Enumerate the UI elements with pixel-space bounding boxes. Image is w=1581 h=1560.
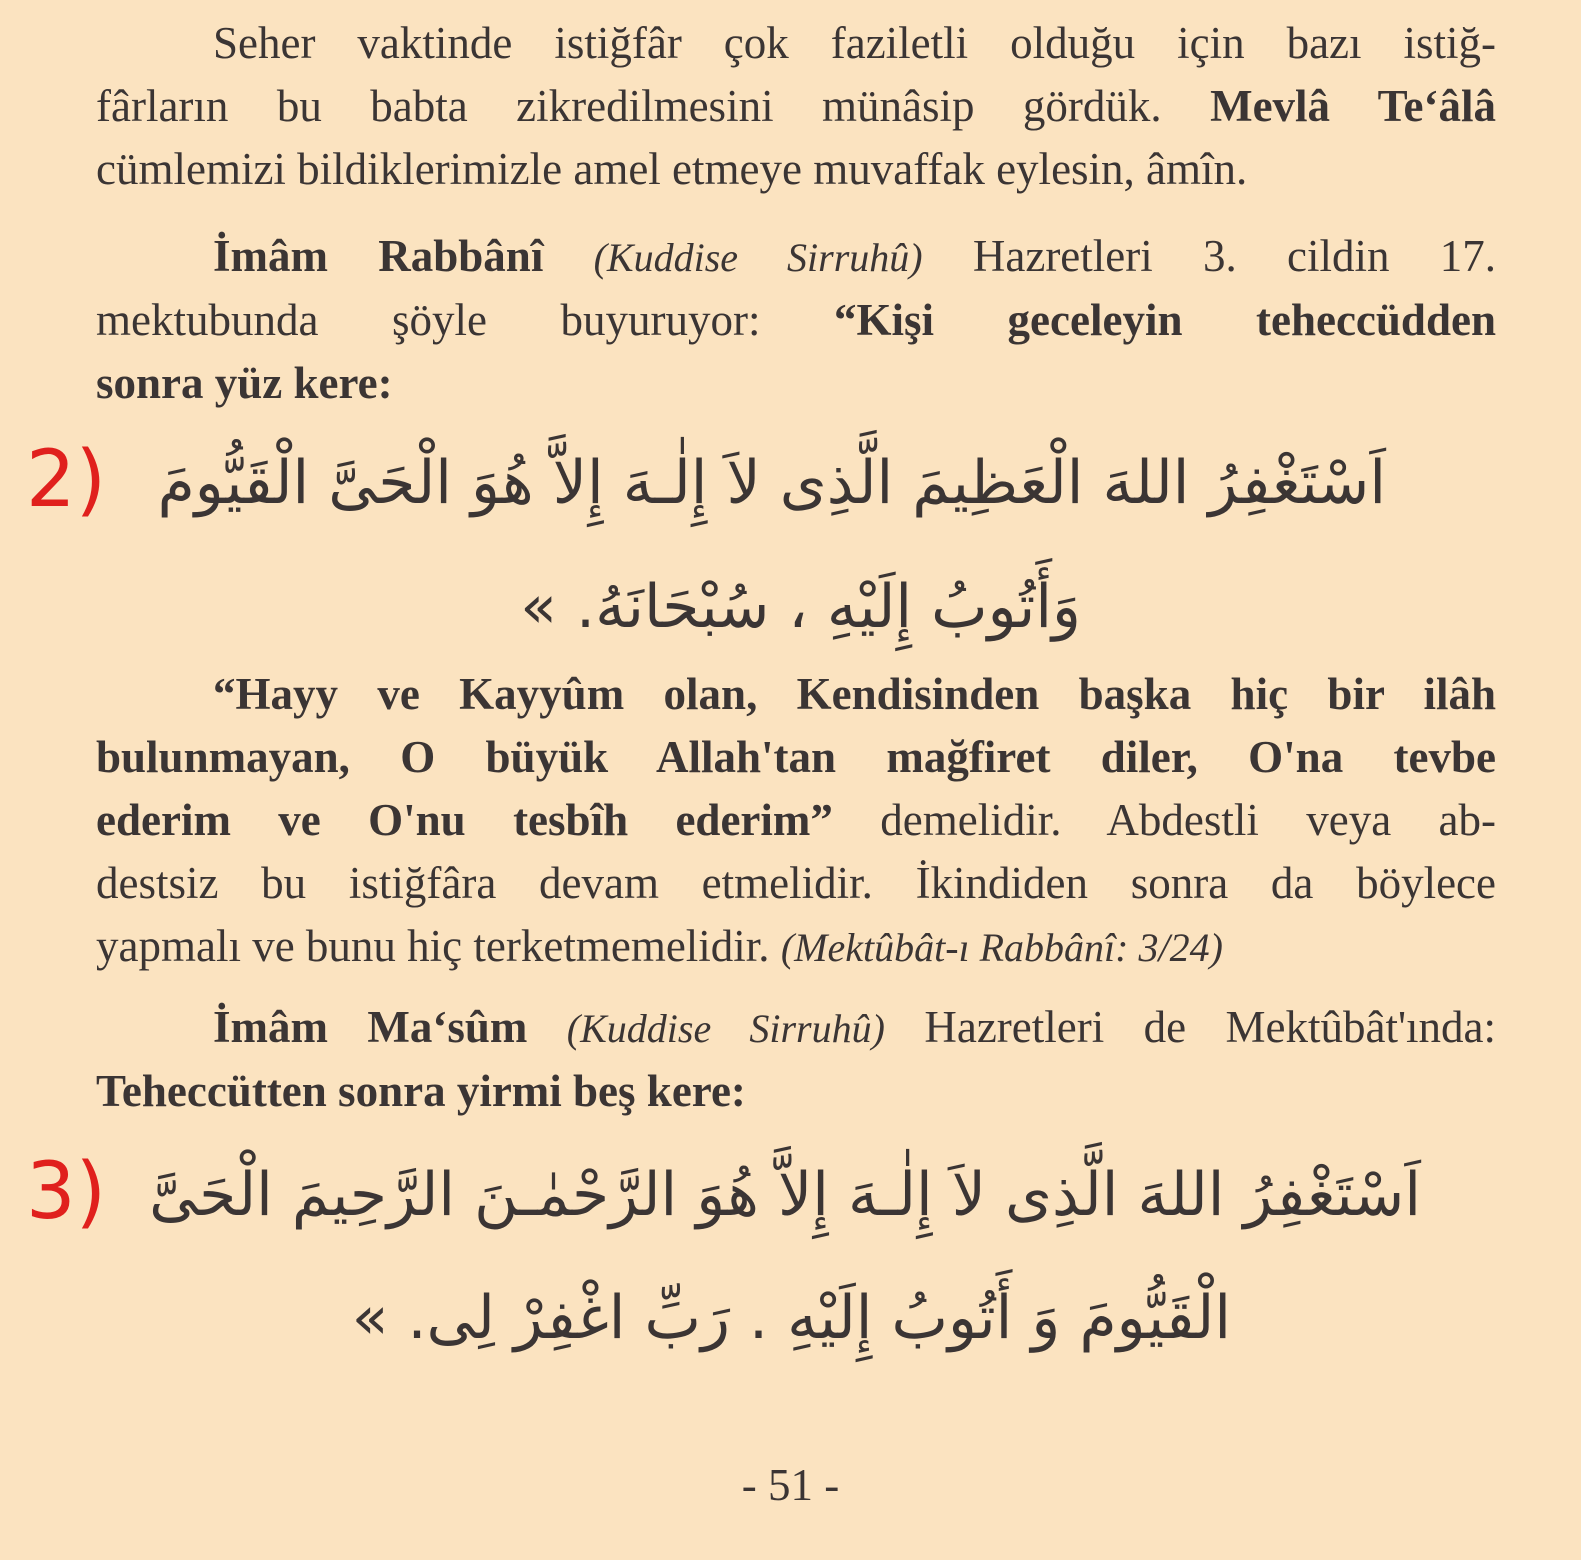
text-span: demelidir. Abdestli veya ab- [880, 795, 1497, 845]
paragraph-imam-masum [96, 996, 1496, 1123]
bold-name: İmâm Ma‘sûm [213, 1002, 528, 1052]
text-span: Hazretleri 3. cildin 17. [972, 231, 1497, 281]
bold-text: “Hayy ve Kayyûm olan, Kendisinden başka hiç bir ilâh [213, 669, 1496, 719]
text-line [96, 726, 1496, 789]
text-span: mektubunda şöyle buyuruyor: [96, 295, 761, 345]
bold-text: “Kişi geceleyin teheccüdden [834, 295, 1496, 345]
arabic-prayer-2-line-2: وَأَتُوبُ إِلَيْهِ ، سُبْحَانَهُ. » [520, 572, 1081, 642]
page-number: - 51 - [741, 1460, 840, 1510]
bold-text: bulunmayan, O büyük Allah'tan mağfiret diler, O'na tevbe [96, 732, 1496, 782]
arabic-prayer-2-line-1: اَسْتَغْفِرُ اللهَ الْعَظِيمَ الَّذِى لاَ إِلٰـهَ إِلاَّ هُوَ الْحَىَّ الْقَيُّومَ [157, 448, 1386, 518]
paragraph-intro [96, 12, 1496, 201]
paragraph-imam-rabbani [96, 225, 1496, 415]
text-line [96, 996, 1496, 1060]
italic-citation: (Mektûbât-ı Rabbânî: 3/24) [780, 925, 1223, 970]
text-line [96, 12, 1496, 75]
text-span: Seher vaktinde istiğfâr çok faziletli olduğu için bazı istiğ- [213, 18, 1496, 68]
text-span: yapmalı ve bunu hiç terketmemelidir. [96, 921, 770, 971]
text-line [96, 138, 1496, 201]
text-line [96, 915, 1496, 979]
text-span: fârların bu babta zikredilmesini münâsip gördük. [96, 81, 1162, 131]
text-line [96, 352, 1496, 415]
bold-text: Teheccütten sonra yirmi beş kere: [96, 1066, 746, 1116]
text-line [96, 663, 1496, 726]
text-line [96, 225, 1496, 289]
text-span: Hazretleri de Mektûbât'ında: [924, 1002, 1497, 1052]
text-line [96, 1060, 1496, 1123]
italic-honorific: (Kuddise Sirruhû) [566, 1006, 885, 1051]
text-span: destsiz bu istiğfâra devam etmelidir. İkindiden sonra da böylece [96, 858, 1496, 908]
bold-text: Mevlâ Te‘âlâ [1210, 81, 1497, 131]
bold-text: ederim ve O'nu tesbîh ederim” [96, 795, 833, 845]
red-marker-2: 2) [26, 435, 107, 525]
arabic-prayer-3-line-1: اَسْتَغْفِرُ اللهَ الَّذِى لاَ إِلٰـهَ إِلاَّ هُوَ الرَّحْمٰـنَ الرَّحِيمَ الْحَىَّ [149, 1160, 1421, 1230]
bold-name: İmâm Rabbânî [213, 231, 544, 281]
red-marker-3: 3) [26, 1147, 107, 1237]
arabic-prayer-3-line-2: الْقَيُّومَ وَ أَتُوبُ إِلَيْهِ . رَبِّ اغْفِرْ لِى. » [351, 1283, 1231, 1353]
text-line [96, 852, 1496, 915]
text-line [96, 75, 1496, 138]
text-span: cümlemizi bildiklerimizle amel etmeye muvaffak eylesin, âmîn. [96, 144, 1248, 194]
italic-honorific: (Kuddise Sirruhû) [593, 235, 923, 280]
paragraph-translation [96, 663, 1496, 979]
text-line [96, 289, 1496, 352]
bold-text: sonra yüz kere: [96, 358, 393, 408]
text-line [96, 789, 1496, 852]
